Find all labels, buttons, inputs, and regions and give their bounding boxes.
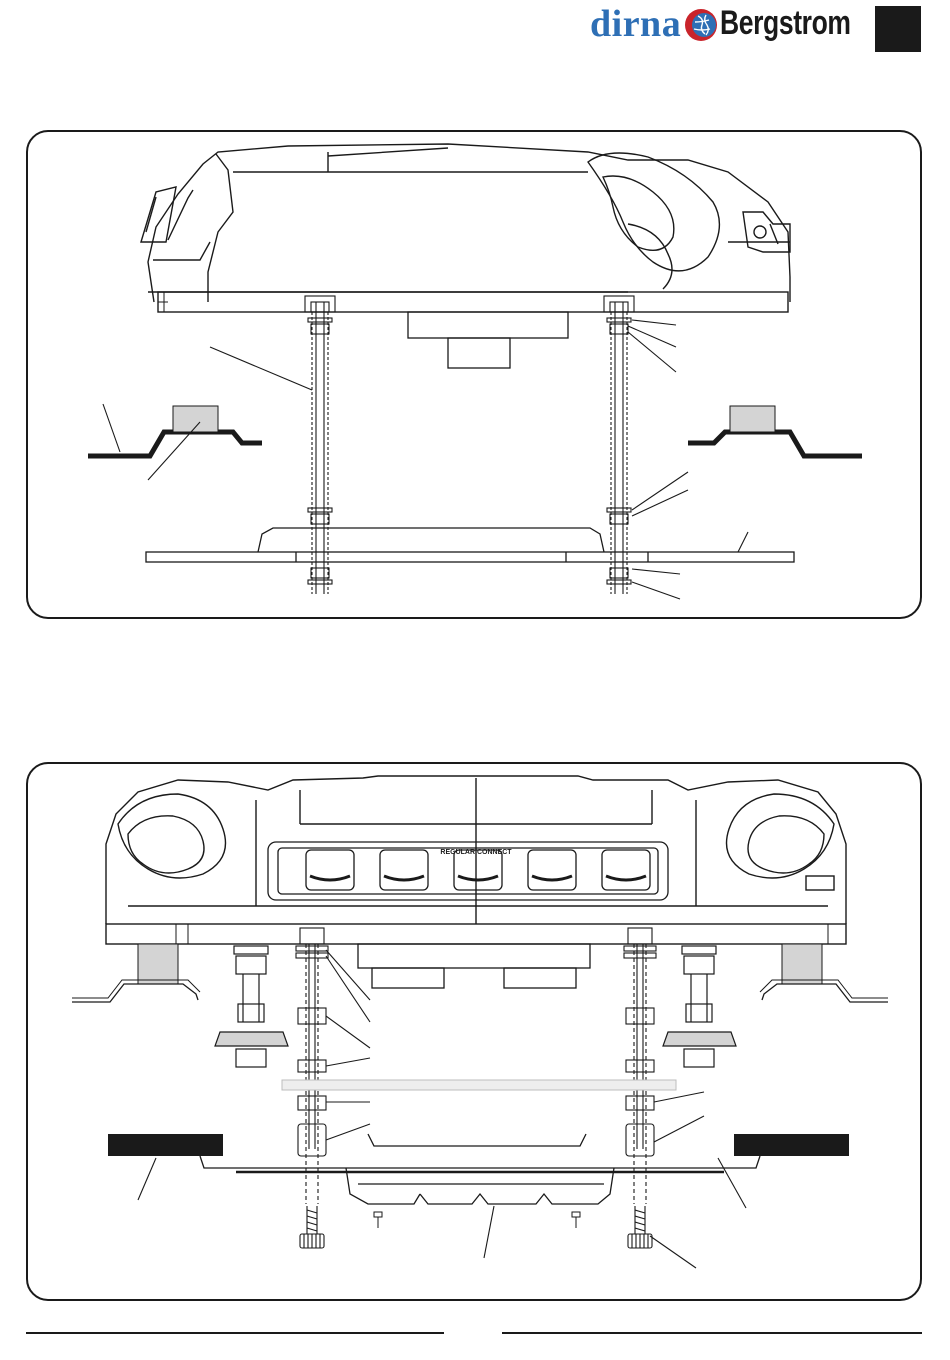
- footer-rule-right: [502, 1332, 922, 1334]
- vehicle-roof-profile-left-front: [72, 944, 200, 1002]
- stud-bolt-right: [604, 296, 634, 594]
- front-view-panel: [26, 762, 922, 1301]
- callout-leaders-bottom: [138, 950, 746, 1268]
- footer-rule-left: [26, 1332, 444, 1334]
- roof-unit-housing: [141, 144, 790, 302]
- vehicle-roof-profile-right-front: [760, 944, 888, 1002]
- small-screw-right: [572, 1212, 580, 1228]
- unit-base-frame: [158, 292, 788, 312]
- brand-black-block: [875, 6, 921, 52]
- side-view-panel: [26, 130, 922, 619]
- vehicle-roof-profile-right: [688, 406, 862, 456]
- brand-logo: [590, 0, 950, 55]
- interior-return-frame: [200, 1134, 760, 1204]
- unit-base-frame-front: [106, 924, 846, 944]
- front-view-drawing: [28, 764, 924, 1303]
- spacer-plate: [282, 1080, 676, 1090]
- evaporator-box-front: [358, 944, 590, 988]
- mounting-bolt-right: [628, 1206, 652, 1248]
- vehicle-ceiling-right: [734, 1134, 849, 1156]
- grille-label: REGULAR CONNECT: [440, 849, 512, 856]
- isolator-mount-right: [663, 946, 736, 1067]
- callout-leaders-top: [103, 320, 748, 599]
- stud-bolt-left-front: [296, 928, 328, 1204]
- vehicle-ceiling-left: [108, 1134, 223, 1156]
- grille-vents: [306, 850, 650, 890]
- small-screw-left: [374, 1212, 382, 1228]
- stud-bolt-right-front: [624, 928, 656, 1204]
- vehicle-roof-profile-left: [88, 406, 262, 456]
- interior-headliner-frame: [146, 528, 794, 562]
- evaporator-box: [408, 312, 568, 368]
- mounting-bolt-left: [300, 1206, 324, 1248]
- isolator-mount-left: [215, 946, 288, 1067]
- brand-dirna-text: dirna: [590, 3, 682, 45]
- globe-icon: [684, 8, 718, 42]
- brand-bergstrom-text: Bergstrom: [720, 4, 851, 42]
- stud-bolt-left: [305, 296, 335, 594]
- side-view-drawing: [28, 132, 924, 621]
